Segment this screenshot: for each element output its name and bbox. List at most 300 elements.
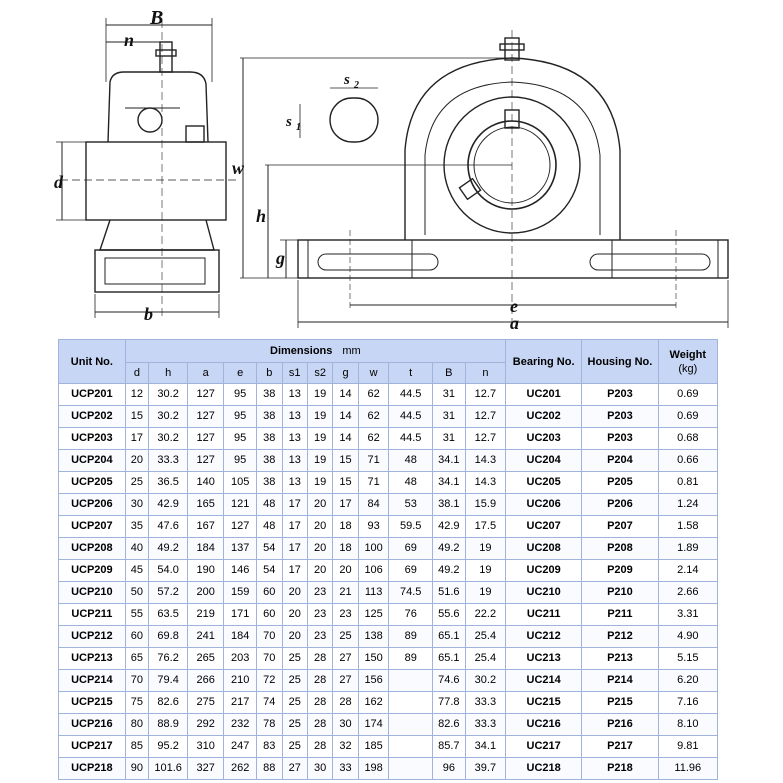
cell-n: 22.2 bbox=[465, 604, 505, 626]
cell-s1: 17 bbox=[282, 560, 307, 582]
cell-a: 310 bbox=[188, 736, 224, 758]
cell-n: 15.9 bbox=[465, 494, 505, 516]
cell-t: 48 bbox=[389, 472, 432, 494]
cell-weight: 3.31 bbox=[658, 604, 717, 626]
cell-unit: UCP215 bbox=[59, 692, 126, 714]
cell-s1: 25 bbox=[282, 648, 307, 670]
cell-e: 171 bbox=[224, 604, 257, 626]
cell-a: 241 bbox=[188, 626, 224, 648]
cell-bearing: UC202 bbox=[506, 406, 582, 428]
cell-e: 203 bbox=[224, 648, 257, 670]
cell-a: 127 bbox=[188, 428, 224, 450]
cell-b-upper: 82.6 bbox=[432, 714, 465, 736]
cell-unit: UCP214 bbox=[59, 670, 126, 692]
cell-weight: 0.69 bbox=[658, 384, 717, 406]
cell-bearing: UC205 bbox=[506, 472, 582, 494]
cell-a: 127 bbox=[188, 384, 224, 406]
label-B: B bbox=[150, 7, 164, 29]
cell-weight: 1.58 bbox=[658, 516, 717, 538]
cell-b-upper: 34.1 bbox=[432, 472, 465, 494]
cell-bearing: UC207 bbox=[506, 516, 582, 538]
cell-housing: P218 bbox=[582, 758, 658, 780]
cell-t bbox=[389, 692, 432, 714]
cell-a: 275 bbox=[188, 692, 224, 714]
cell-g: 14 bbox=[333, 384, 358, 406]
cell-s1: 17 bbox=[282, 538, 307, 560]
cell-b: 88 bbox=[257, 758, 282, 780]
header-dim-a: a bbox=[188, 363, 224, 384]
cell-unit: UCP208 bbox=[59, 538, 126, 560]
side-view-base bbox=[95, 250, 219, 292]
cell-b: 78 bbox=[257, 714, 282, 736]
cell-s2: 20 bbox=[307, 538, 332, 560]
cell-d: 30 bbox=[125, 494, 148, 516]
cell-s1: 27 bbox=[282, 758, 307, 780]
table-row bbox=[59, 538, 718, 560]
cell-b-upper: 74.6 bbox=[432, 670, 465, 692]
label-w: w bbox=[232, 158, 245, 178]
cell-weight: 5.15 bbox=[658, 648, 717, 670]
cell-s2: 28 bbox=[307, 692, 332, 714]
cell-bearing: UC203 bbox=[506, 428, 582, 450]
cell-b: 70 bbox=[257, 626, 282, 648]
cell-housing: P216 bbox=[582, 714, 658, 736]
cell-bearing: UC216 bbox=[506, 714, 582, 736]
cell-d: 55 bbox=[125, 604, 148, 626]
cell-housing: P203 bbox=[582, 406, 658, 428]
cell-unit: UCP207 bbox=[59, 516, 126, 538]
cell-e: 121 bbox=[224, 494, 257, 516]
label-g: g bbox=[276, 248, 285, 268]
cell-n: 30.2 bbox=[465, 670, 505, 692]
cell-weight: 0.66 bbox=[658, 450, 717, 472]
cell-d: 75 bbox=[125, 692, 148, 714]
cell-b-upper: 49.2 bbox=[432, 560, 465, 582]
cell-h: 30.2 bbox=[149, 384, 188, 406]
cell-unit: UCP217 bbox=[59, 736, 126, 758]
side-view-body bbox=[100, 220, 214, 250]
cell-weight: 9.81 bbox=[658, 736, 717, 758]
cell-housing: P211 bbox=[582, 604, 658, 626]
cell-b: 38 bbox=[257, 450, 282, 472]
cell-b-upper: 31 bbox=[432, 384, 465, 406]
cell-housing: P210 bbox=[582, 582, 658, 604]
cell-w: 138 bbox=[358, 626, 389, 648]
label-h: h bbox=[256, 206, 267, 226]
cell-n: 25.4 bbox=[465, 648, 505, 670]
cell-h: 54.0 bbox=[149, 560, 188, 582]
cell-a: 127 bbox=[188, 406, 224, 428]
table-row bbox=[59, 648, 718, 670]
cell-n: 19 bbox=[465, 582, 505, 604]
cell-n: 12.7 bbox=[465, 384, 505, 406]
cell-e: 159 bbox=[224, 582, 257, 604]
cell-d: 60 bbox=[125, 626, 148, 648]
front-view-base bbox=[298, 240, 728, 278]
cell-housing: P205 bbox=[582, 472, 658, 494]
cell-g: 15 bbox=[333, 472, 358, 494]
cell-s1: 20 bbox=[282, 582, 307, 604]
cell-t: 44.5 bbox=[389, 428, 432, 450]
cell-housing: P214 bbox=[582, 670, 658, 692]
cell-b-upper: 42.9 bbox=[432, 516, 465, 538]
cell-weight: 0.69 bbox=[658, 406, 717, 428]
cell-bearing: UC201 bbox=[506, 384, 582, 406]
cell-h: 36.5 bbox=[149, 472, 188, 494]
cell-s2: 23 bbox=[307, 604, 332, 626]
cell-b-upper: 96 bbox=[432, 758, 465, 780]
cell-bearing: UC208 bbox=[506, 538, 582, 560]
header-dim-s1: s1 bbox=[282, 363, 307, 384]
cell-s1: 13 bbox=[282, 406, 307, 428]
cell-e: 210 bbox=[224, 670, 257, 692]
cell-h: 79.4 bbox=[149, 670, 188, 692]
cell-e: 262 bbox=[224, 758, 257, 780]
cell-e: 95 bbox=[224, 384, 257, 406]
cell-s2: 23 bbox=[307, 582, 332, 604]
cell-h: 57.2 bbox=[149, 582, 188, 604]
cell-housing: P204 bbox=[582, 450, 658, 472]
cell-b: 74 bbox=[257, 692, 282, 714]
cell-s2: 28 bbox=[307, 670, 332, 692]
cell-w: 156 bbox=[358, 670, 389, 692]
cell-unit: UCP209 bbox=[59, 560, 126, 582]
cell-g: 30 bbox=[333, 714, 358, 736]
cell-bearing: UC211 bbox=[506, 604, 582, 626]
cell-weight: 6.20 bbox=[658, 670, 717, 692]
cell-w: 71 bbox=[358, 472, 389, 494]
cell-s1: 13 bbox=[282, 384, 307, 406]
cell-housing: P209 bbox=[582, 560, 658, 582]
table-row bbox=[59, 758, 718, 780]
spec-table bbox=[58, 339, 718, 780]
cell-weight: 0.68 bbox=[658, 428, 717, 450]
label-a: a bbox=[510, 313, 519, 333]
header-dim-w: w bbox=[358, 363, 389, 384]
cell-d: 25 bbox=[125, 472, 148, 494]
header-weight: Weight (kg) bbox=[658, 340, 717, 384]
cell-h: 95.2 bbox=[149, 736, 188, 758]
header-unit-no: Unit No. bbox=[59, 340, 126, 384]
cell-s1: 20 bbox=[282, 604, 307, 626]
cell-d: 80 bbox=[125, 714, 148, 736]
cell-unit: UCP202 bbox=[59, 406, 126, 428]
label-b: b bbox=[144, 304, 153, 324]
cell-weight: 0.81 bbox=[658, 472, 717, 494]
cell-g: 21 bbox=[333, 582, 358, 604]
cell-housing: P217 bbox=[582, 736, 658, 758]
cell-w: 162 bbox=[358, 692, 389, 714]
cell-e: 137 bbox=[224, 538, 257, 560]
cell-h: 69.8 bbox=[149, 626, 188, 648]
cell-d: 12 bbox=[125, 384, 148, 406]
cell-w: 62 bbox=[358, 406, 389, 428]
cell-d: 20 bbox=[125, 450, 148, 472]
cell-b: 70 bbox=[257, 648, 282, 670]
front-view-housing bbox=[405, 58, 620, 240]
cell-weight: 1.89 bbox=[658, 538, 717, 560]
cell-s2: 28 bbox=[307, 714, 332, 736]
cell-weight: 4.90 bbox=[658, 626, 717, 648]
cell-housing: P213 bbox=[582, 648, 658, 670]
cell-g: 14 bbox=[333, 406, 358, 428]
label-s1: s bbox=[286, 114, 292, 130]
cell-s2: 30 bbox=[307, 758, 332, 780]
cell-b: 48 bbox=[257, 494, 282, 516]
cell-h: 88.9 bbox=[149, 714, 188, 736]
label-s2: s bbox=[344, 72, 350, 88]
cell-d: 40 bbox=[125, 538, 148, 560]
header-housing-no: Housing No. bbox=[582, 340, 658, 384]
cell-h: 33.3 bbox=[149, 450, 188, 472]
cell-n: 14.3 bbox=[465, 450, 505, 472]
cell-w: 93 bbox=[358, 516, 389, 538]
cell-unit: UCP206 bbox=[59, 494, 126, 516]
cell-s2: 19 bbox=[307, 406, 332, 428]
cell-s2: 23 bbox=[307, 626, 332, 648]
cell-h: 101.6 bbox=[149, 758, 188, 780]
cell-h: 82.6 bbox=[149, 692, 188, 714]
cell-t bbox=[389, 758, 432, 780]
header-dimensions: Dimensions mm bbox=[125, 340, 505, 363]
cell-unit: UCP216 bbox=[59, 714, 126, 736]
header-dim-h: h bbox=[149, 363, 188, 384]
cell-n: 34.1 bbox=[465, 736, 505, 758]
cell-b-upper: 65.1 bbox=[432, 648, 465, 670]
header-weight-unit: (kg) bbox=[678, 362, 698, 375]
pillow-block-drawing bbox=[0, 0, 783, 338]
cell-unit: UCP210 bbox=[59, 582, 126, 604]
cell-a: 127 bbox=[188, 450, 224, 472]
table-row bbox=[59, 450, 718, 472]
cell-e: 247 bbox=[224, 736, 257, 758]
cell-b-upper: 34.1 bbox=[432, 450, 465, 472]
header-dim-t: t bbox=[389, 363, 432, 384]
table-row bbox=[59, 472, 718, 494]
header-bearing-no: Bearing No. bbox=[506, 340, 582, 384]
header-dim-d: d bbox=[125, 363, 148, 384]
table-row bbox=[59, 626, 718, 648]
header-dim-e: e bbox=[224, 363, 257, 384]
cell-b: 83 bbox=[257, 736, 282, 758]
cell-h: 47.6 bbox=[149, 516, 188, 538]
cell-g: 27 bbox=[333, 648, 358, 670]
cell-t: 48 bbox=[389, 450, 432, 472]
cell-a: 265 bbox=[188, 648, 224, 670]
cell-s2: 20 bbox=[307, 494, 332, 516]
cell-bearing: UC214 bbox=[506, 670, 582, 692]
cell-weight: 8.10 bbox=[658, 714, 717, 736]
cell-t: 69 bbox=[389, 538, 432, 560]
cell-s1: 13 bbox=[282, 450, 307, 472]
cell-n: 17.5 bbox=[465, 516, 505, 538]
cell-g: 17 bbox=[333, 494, 358, 516]
header-dim-b-upper: B bbox=[432, 363, 465, 384]
label-e: e bbox=[510, 296, 518, 316]
cell-s1: 17 bbox=[282, 516, 307, 538]
cell-s1: 20 bbox=[282, 626, 307, 648]
cell-n: 39.7 bbox=[465, 758, 505, 780]
table-row bbox=[59, 714, 718, 736]
table-row bbox=[59, 692, 718, 714]
cell-t bbox=[389, 714, 432, 736]
cell-e: 95 bbox=[224, 406, 257, 428]
cell-b: 38 bbox=[257, 406, 282, 428]
cell-d: 85 bbox=[125, 736, 148, 758]
cell-w: 100 bbox=[358, 538, 389, 560]
cell-d: 50 bbox=[125, 582, 148, 604]
cell-a: 266 bbox=[188, 670, 224, 692]
table-row bbox=[59, 494, 718, 516]
table-row bbox=[59, 736, 718, 758]
cell-s1: 13 bbox=[282, 428, 307, 450]
cell-housing: P206 bbox=[582, 494, 658, 516]
cell-b: 54 bbox=[257, 538, 282, 560]
cell-a: 219 bbox=[188, 604, 224, 626]
cell-g: 33 bbox=[333, 758, 358, 780]
label-n: n bbox=[124, 30, 135, 50]
cell-b: 60 bbox=[257, 582, 282, 604]
cell-b-upper: 31 bbox=[432, 406, 465, 428]
header-dim-s2: s2 bbox=[307, 363, 332, 384]
cell-b: 38 bbox=[257, 472, 282, 494]
cell-n: 25.4 bbox=[465, 626, 505, 648]
cell-t: 89 bbox=[389, 626, 432, 648]
cell-b: 72 bbox=[257, 670, 282, 692]
cell-b: 38 bbox=[257, 428, 282, 450]
cell-s1: 25 bbox=[282, 736, 307, 758]
cell-weight: 11.96 bbox=[658, 758, 717, 780]
cell-weight: 2.14 bbox=[658, 560, 717, 582]
cell-s2: 19 bbox=[307, 450, 332, 472]
header-dim-b: b bbox=[257, 363, 282, 384]
cell-s2: 19 bbox=[307, 428, 332, 450]
label-d: d bbox=[54, 172, 63, 192]
cell-e: 184 bbox=[224, 626, 257, 648]
cell-g: 25 bbox=[333, 626, 358, 648]
cell-s1: 13 bbox=[282, 472, 307, 494]
cell-a: 167 bbox=[188, 516, 224, 538]
label-s2-sub: 2 bbox=[354, 80, 359, 91]
cell-b-upper: 49.2 bbox=[432, 538, 465, 560]
cell-t: 89 bbox=[389, 648, 432, 670]
cell-s1: 25 bbox=[282, 714, 307, 736]
cell-e: 146 bbox=[224, 560, 257, 582]
cell-d: 65 bbox=[125, 648, 148, 670]
cell-b-upper: 77.8 bbox=[432, 692, 465, 714]
cell-d: 45 bbox=[125, 560, 148, 582]
cell-unit: UCP212 bbox=[59, 626, 126, 648]
cell-a: 165 bbox=[188, 494, 224, 516]
cell-unit: UCP218 bbox=[59, 758, 126, 780]
cell-g: 23 bbox=[333, 604, 358, 626]
cell-s2: 28 bbox=[307, 648, 332, 670]
table-row bbox=[59, 604, 718, 626]
cell-housing: P212 bbox=[582, 626, 658, 648]
cell-d: 70 bbox=[125, 670, 148, 692]
cell-b-upper: 38.1 bbox=[432, 494, 465, 516]
cell-unit: UCP213 bbox=[59, 648, 126, 670]
cell-d: 90 bbox=[125, 758, 148, 780]
cell-e: 105 bbox=[224, 472, 257, 494]
cell-n: 12.7 bbox=[465, 428, 505, 450]
cell-weight: 2.66 bbox=[658, 582, 717, 604]
cell-bearing: UC217 bbox=[506, 736, 582, 758]
cell-unit: UCP211 bbox=[59, 604, 126, 626]
cell-s2: 20 bbox=[307, 516, 332, 538]
cell-e: 217 bbox=[224, 692, 257, 714]
cell-n: 33.3 bbox=[465, 692, 505, 714]
cell-b-upper: 51.6 bbox=[432, 582, 465, 604]
cell-w: 174 bbox=[358, 714, 389, 736]
cell-n: 14.3 bbox=[465, 472, 505, 494]
cell-housing: P203 bbox=[582, 428, 658, 450]
cell-h: 30.2 bbox=[149, 406, 188, 428]
cell-h: 76.2 bbox=[149, 648, 188, 670]
side-view-housing-top bbox=[108, 72, 208, 142]
cell-e: 95 bbox=[224, 450, 257, 472]
cell-t bbox=[389, 670, 432, 692]
table-row bbox=[59, 516, 718, 538]
cell-t: 53 bbox=[389, 494, 432, 516]
cell-s1: 25 bbox=[282, 692, 307, 714]
cell-g: 18 bbox=[333, 516, 358, 538]
cell-g: 15 bbox=[333, 450, 358, 472]
cell-bearing: UC206 bbox=[506, 494, 582, 516]
cell-housing: P208 bbox=[582, 538, 658, 560]
cell-g: 27 bbox=[333, 670, 358, 692]
cell-bearing: UC210 bbox=[506, 582, 582, 604]
cell-b: 54 bbox=[257, 560, 282, 582]
cell-e: 95 bbox=[224, 428, 257, 450]
cell-bearing: UC215 bbox=[506, 692, 582, 714]
cell-n: 19 bbox=[465, 560, 505, 582]
side-view-shaft bbox=[86, 142, 226, 220]
cell-e: 232 bbox=[224, 714, 257, 736]
cell-b: 60 bbox=[257, 604, 282, 626]
cell-s1: 17 bbox=[282, 494, 307, 516]
cell-w: 113 bbox=[358, 582, 389, 604]
table-row bbox=[59, 670, 718, 692]
cell-bearing: UC213 bbox=[506, 648, 582, 670]
cell-weight: 7.16 bbox=[658, 692, 717, 714]
cell-bearing: UC204 bbox=[506, 450, 582, 472]
cell-bearing: UC218 bbox=[506, 758, 582, 780]
cell-h: 42.9 bbox=[149, 494, 188, 516]
cell-d: 35 bbox=[125, 516, 148, 538]
table-row bbox=[59, 428, 718, 450]
cell-g: 28 bbox=[333, 692, 358, 714]
cell-w: 150 bbox=[358, 648, 389, 670]
cell-s2: 19 bbox=[307, 472, 332, 494]
cell-s2: 20 bbox=[307, 560, 332, 582]
cell-housing: P207 bbox=[582, 516, 658, 538]
cell-t: 44.5 bbox=[389, 384, 432, 406]
cell-b: 38 bbox=[257, 384, 282, 406]
cell-h: 63.5 bbox=[149, 604, 188, 626]
cell-a: 190 bbox=[188, 560, 224, 582]
cell-s1: 25 bbox=[282, 670, 307, 692]
header-dim-g: g bbox=[333, 363, 358, 384]
table-row bbox=[59, 406, 718, 428]
cell-t: 76 bbox=[389, 604, 432, 626]
cell-unit: UCP201 bbox=[59, 384, 126, 406]
cell-b-upper: 55.6 bbox=[432, 604, 465, 626]
cell-s2: 28 bbox=[307, 736, 332, 758]
cell-a: 184 bbox=[188, 538, 224, 560]
cell-housing: P215 bbox=[582, 692, 658, 714]
cell-w: 185 bbox=[358, 736, 389, 758]
